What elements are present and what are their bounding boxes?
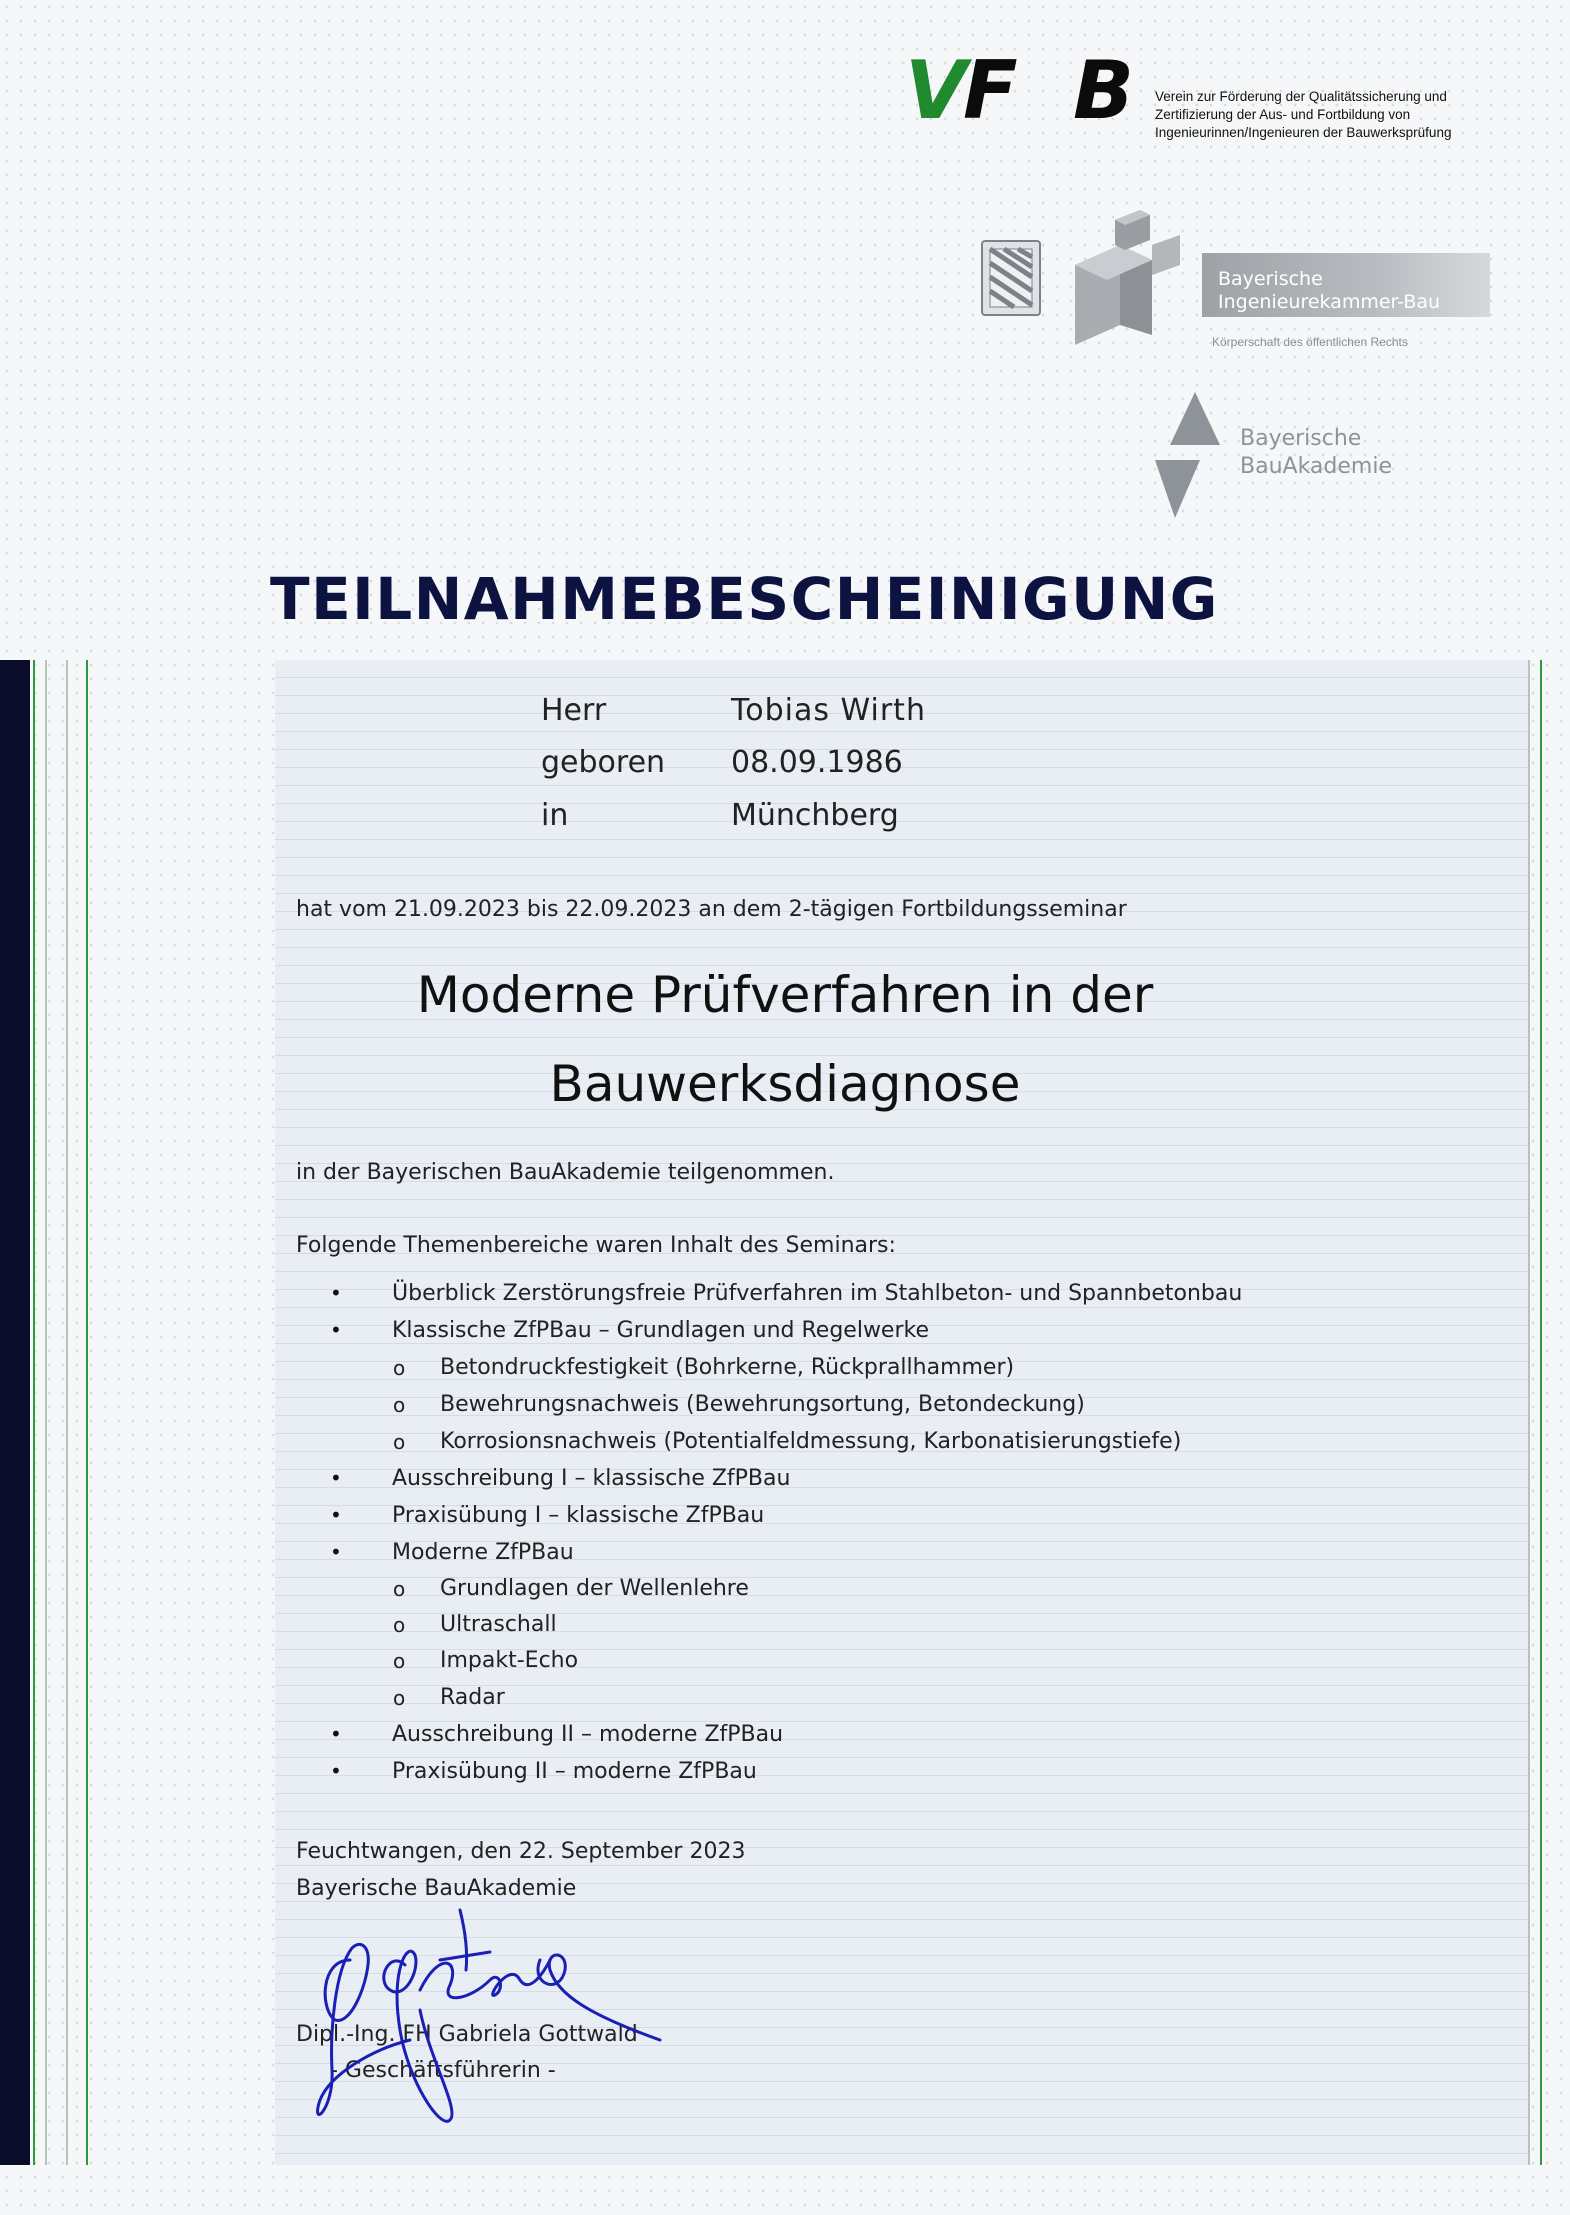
list-item: Grundlagen der Wellenlehre bbox=[440, 1576, 749, 1601]
list-item: Überblick Zerstörungsfreie Prüfverfahren im Stahlbeton- und Spannbetonbau bbox=[392, 1281, 1243, 1306]
ingenieurekammer-logo bbox=[980, 205, 1510, 355]
svg-text:V: V bbox=[905, 48, 967, 126]
course-title-line: Moderne Prüfverfahren in der bbox=[416, 966, 1154, 1024]
vfb-description-line: Verein zur Förderung der Qualitätssicherung und bbox=[1155, 89, 1447, 104]
signer-name: Dipl.-Ing. FH Gabriela Gottwald bbox=[296, 2022, 638, 2047]
left-edge-bar bbox=[0, 660, 30, 2165]
salutation-label: Herr bbox=[541, 693, 607, 728]
list-item: Betondruckfestigkeit (Bohrkerne, Rückprallhammer) bbox=[440, 1355, 1015, 1380]
list-item: Klassische ZfPBau – Grundlagen und Regelwerke bbox=[392, 1318, 930, 1343]
list-item: Praxisübung I – klassische ZfPBau bbox=[392, 1503, 765, 1528]
svg-text:F: F bbox=[963, 48, 1018, 126]
list-item: Ausschreibung II – moderne ZfPBau bbox=[392, 1722, 784, 1747]
frame-line bbox=[33, 660, 35, 2165]
bullet: • bbox=[330, 1503, 342, 1527]
frame-line bbox=[1528, 660, 1530, 2165]
sub-bullet: o bbox=[393, 1649, 406, 1673]
kammer-caption: Körperschaft des öffentlichen Rechts bbox=[1212, 335, 1408, 349]
bullet: • bbox=[330, 1759, 342, 1783]
person-name: Tobias Wirth bbox=[731, 693, 926, 728]
course-title-line: Bauwerksdiagnose bbox=[549, 1055, 1021, 1113]
bauakademie-name bbox=[1240, 425, 1392, 481]
kammer-name-line-1: Bayerische bbox=[1218, 268, 1323, 290]
sub-bullet: o bbox=[393, 1430, 406, 1454]
vfb-logo bbox=[905, 48, 1145, 126]
page-title: TEILNAHMEBESCHEINIGUNG bbox=[270, 565, 1219, 633]
bullet: • bbox=[330, 1722, 342, 1746]
participation-text: in der Bayerischen BauAkademie teilgenommen. bbox=[296, 1160, 835, 1185]
sub-bullet: o bbox=[393, 1613, 406, 1637]
frame-line bbox=[66, 660, 68, 2165]
born-date: 08.09.1986 bbox=[731, 745, 903, 780]
list-item: Radar bbox=[440, 1685, 505, 1710]
vfb-description bbox=[1155, 88, 1555, 142]
frame-line bbox=[45, 660, 47, 2165]
list-item: Ausschreibung I – klassische ZfPBau bbox=[392, 1466, 791, 1491]
institution: Bayerische BauAkademie bbox=[296, 1876, 577, 1901]
bauakademie-name-line: Bayerische bbox=[1240, 426, 1362, 451]
born-label: geboren bbox=[541, 745, 666, 780]
signer-role: - Geschäftsführerin - bbox=[330, 2058, 556, 2083]
sub-bullet: o bbox=[393, 1393, 406, 1417]
list-item: Praxisübung II – moderne ZfPBau bbox=[392, 1759, 757, 1784]
list-item: Moderne ZfPBau bbox=[392, 1540, 574, 1565]
bullet: • bbox=[330, 1318, 342, 1342]
bauakademie-name-line: BauAkademie bbox=[1240, 454, 1392, 479]
vfb-description-line: Ingenieurinnen/Ingenieuren der Bauwerksprüfung bbox=[1155, 125, 1452, 140]
vfb-description-line: Zertifizierung der Aus- und Fortbildung von bbox=[1155, 107, 1411, 122]
sub-bullet: o bbox=[393, 1356, 406, 1380]
frame-line bbox=[86, 660, 88, 2165]
signature bbox=[290, 1890, 690, 2140]
list-item: Impakt-Echo bbox=[440, 1648, 579, 1673]
bullet: • bbox=[330, 1281, 342, 1305]
bauakademie-logo bbox=[1150, 390, 1220, 520]
list-item: Korrosionsnachweis (Potentialfeldmessung, Karbonatisierungstiefe) bbox=[440, 1429, 1182, 1454]
intro-text: hat vom 21.09.2023 bis 22.09.2023 an dem 2-tägigen Fortbildungsseminar bbox=[296, 897, 1127, 922]
sub-bullet: o bbox=[393, 1686, 406, 1710]
place-date: Feuchtwangen, den 22. September 2023 bbox=[296, 1839, 746, 1864]
birth-place: Münchberg bbox=[731, 798, 899, 833]
bullet: • bbox=[330, 1540, 342, 1564]
place-label: in bbox=[541, 798, 569, 833]
frame-line bbox=[1540, 660, 1542, 2165]
svg-text:B: B bbox=[1073, 48, 1134, 126]
sub-bullet: o bbox=[393, 1577, 406, 1601]
list-item: Ultraschall bbox=[440, 1612, 557, 1637]
bullet: • bbox=[330, 1466, 342, 1490]
list-item: Bewehrungsnachweis (Bewehrungsortung, Betondeckung) bbox=[440, 1392, 1085, 1417]
topics-heading: Folgende Themenbereiche waren Inhalt des Seminars: bbox=[296, 1233, 896, 1258]
kammer-name-line-2: Ingenieurekammer-Bau bbox=[1218, 291, 1441, 313]
